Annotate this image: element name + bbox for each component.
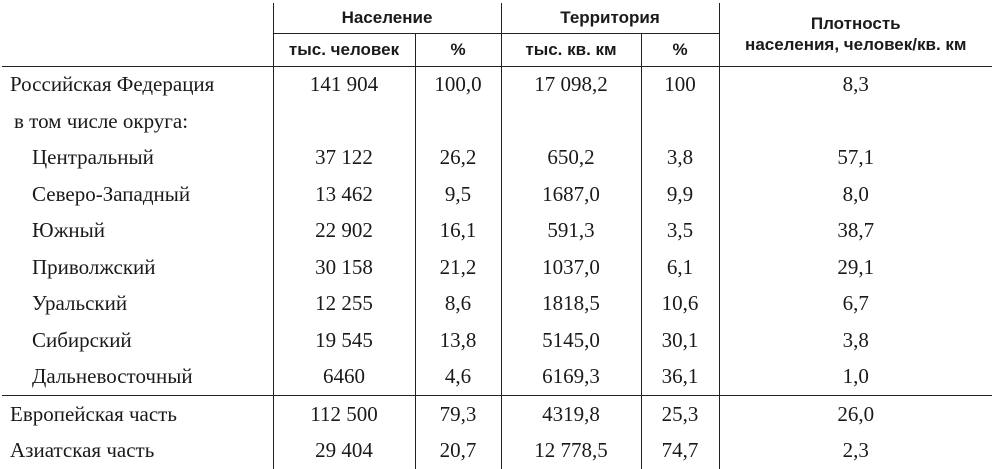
row-terr: 4319,8 bbox=[501, 396, 641, 433]
row-pop bbox=[273, 103, 415, 140]
row-name: Российская Федерация bbox=[2, 66, 273, 103]
table-row bbox=[2, 286, 992, 323]
row-terr: 1818,5 bbox=[501, 286, 641, 323]
row-terr-pct: 25,3 bbox=[641, 396, 719, 433]
row-pop: 37 122 bbox=[273, 140, 415, 177]
row-name: Северо-Западный bbox=[2, 176, 273, 213]
row-pop-pct: 9,5 bbox=[415, 176, 501, 213]
table-row bbox=[2, 396, 992, 433]
header-territory: Территория bbox=[501, 3, 719, 33]
row-pop: 6460 bbox=[273, 359, 415, 396]
row-pop: 12 255 bbox=[273, 286, 415, 323]
row-pop: 141 904 bbox=[273, 66, 415, 103]
row-terr-pct: 3,5 bbox=[641, 213, 719, 250]
row-density: 6,7 bbox=[719, 286, 992, 323]
row-density: 2,3 bbox=[719, 433, 992, 469]
row-pop-pct: 20,7 bbox=[415, 433, 501, 469]
table-row bbox=[2, 433, 992, 469]
row-pop: 29 404 bbox=[273, 433, 415, 469]
row-pop-pct: 16,1 bbox=[415, 213, 501, 250]
table-row bbox=[2, 103, 992, 140]
row-terr-pct: 100 bbox=[641, 66, 719, 103]
row-pop: 22 902 bbox=[273, 213, 415, 250]
row-pop-pct: 13,8 bbox=[415, 322, 501, 359]
row-pop-pct: 4,6 bbox=[415, 359, 501, 396]
row-pop-pct bbox=[415, 103, 501, 140]
row-pop-pct: 79,3 bbox=[415, 396, 501, 433]
table-row bbox=[2, 176, 992, 213]
row-name: Европейская часть bbox=[2, 396, 273, 433]
row-pop-pct: 8,6 bbox=[415, 286, 501, 323]
row-terr: 1037,0 bbox=[501, 249, 641, 286]
row-terr bbox=[501, 103, 641, 140]
row-pop: 19 545 bbox=[273, 322, 415, 359]
population-table bbox=[2, 3, 992, 469]
row-pop-pct: 21,2 bbox=[415, 249, 501, 286]
header-pop-unit: тыс. человек bbox=[273, 33, 415, 66]
header-population: Население bbox=[273, 3, 501, 33]
row-terr-pct: 6,1 bbox=[641, 249, 719, 286]
row-terr-pct: 36,1 bbox=[641, 359, 719, 396]
row-density: 1,0 bbox=[719, 359, 992, 396]
row-density: 3,8 bbox=[719, 322, 992, 359]
row-density: 29,1 bbox=[719, 249, 992, 286]
row-name: Приволжский bbox=[2, 249, 273, 286]
row-density: 26,0 bbox=[719, 396, 992, 433]
row-name: Азиатская часть bbox=[2, 433, 273, 469]
row-terr-pct bbox=[641, 103, 719, 140]
row-terr: 5145,0 bbox=[501, 322, 641, 359]
header-density bbox=[719, 3, 992, 66]
row-terr-pct: 10,6 bbox=[641, 286, 719, 323]
table-row bbox=[2, 66, 992, 103]
header-density-line2: населения, человек/кв. км bbox=[720, 34, 993, 55]
header-pop-pct: % bbox=[415, 33, 501, 66]
row-terr: 17 098,2 bbox=[501, 66, 641, 103]
row-terr-pct: 3,8 bbox=[641, 140, 719, 177]
header-row-1 bbox=[2, 3, 992, 33]
header-empty-cell bbox=[2, 3, 273, 66]
row-terr: 1687,0 bbox=[501, 176, 641, 213]
row-density: 38,7 bbox=[719, 213, 992, 250]
row-terr-pct: 30,1 bbox=[641, 322, 719, 359]
row-terr: 12 778,5 bbox=[501, 433, 641, 469]
row-name: Центральный bbox=[2, 140, 273, 177]
row-pop: 30 158 bbox=[273, 249, 415, 286]
row-name: Уральский bbox=[2, 286, 273, 323]
row-terr-pct: 9,9 bbox=[641, 176, 719, 213]
row-density bbox=[719, 103, 992, 140]
row-density: 57,1 bbox=[719, 140, 992, 177]
table-row bbox=[2, 359, 992, 396]
table-row bbox=[2, 322, 992, 359]
header-terr-unit: тыс. кв. км bbox=[501, 33, 641, 66]
row-terr: 6169,3 bbox=[501, 359, 641, 396]
row-terr: 591,3 bbox=[501, 213, 641, 250]
row-terr-pct: 74,7 bbox=[641, 433, 719, 469]
row-density: 8,3 bbox=[719, 66, 992, 103]
table-row bbox=[2, 140, 992, 177]
header-terr-pct: % bbox=[641, 33, 719, 66]
header-density-line1: Плотность bbox=[720, 13, 993, 34]
row-name: Сибирский bbox=[2, 322, 273, 359]
row-pop: 13 462 bbox=[273, 176, 415, 213]
row-pop: 112 500 bbox=[273, 396, 415, 433]
row-name: Дальневосточный bbox=[2, 359, 273, 396]
row-name: Южный bbox=[2, 213, 273, 250]
row-density: 8,0 bbox=[719, 176, 992, 213]
table-row bbox=[2, 249, 992, 286]
table-row bbox=[2, 213, 992, 250]
row-terr: 650,2 bbox=[501, 140, 641, 177]
row-pop-pct: 26,2 bbox=[415, 140, 501, 177]
row-pop-pct: 100,0 bbox=[415, 66, 501, 103]
row-name: в том числе округа: bbox=[2, 103, 273, 140]
